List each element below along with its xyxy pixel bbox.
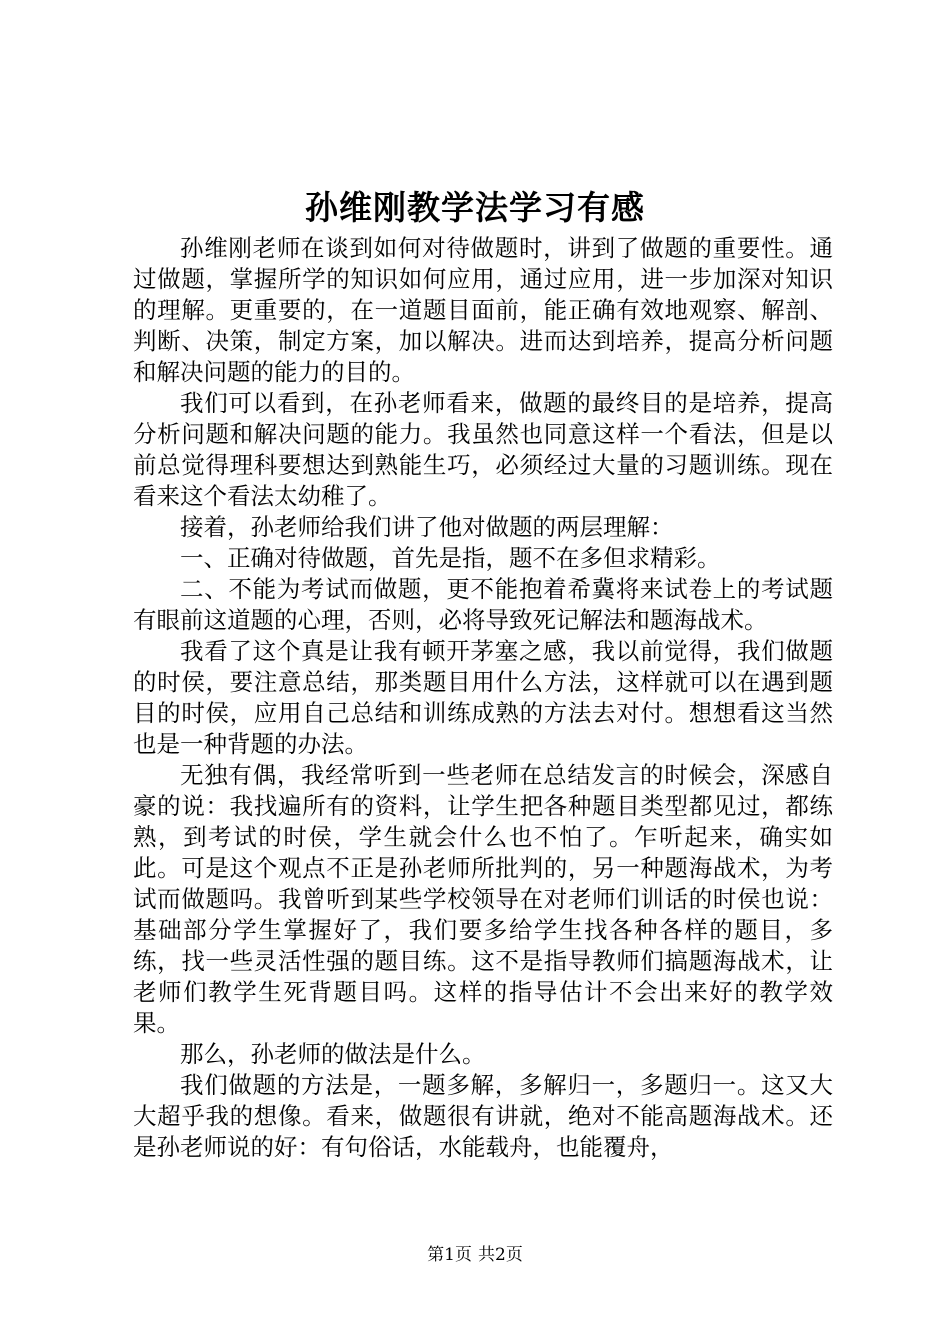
paragraph: 二、不能为考试而做题，更不能抱着希冀将来试卷上的考试题有眼前这道题的心理，否则，必将导致死记解法和题海战术。 [133,575,833,634]
paragraph: 我们做题的方法是，一题多解，多解归一，多题归一。这又大大超乎我的想像。看来，做题很有讲就，绝对不能高题海战术。还是孙老师说的好：有句俗话，水能载舟，也能覆舟， [133,1071,833,1161]
paragraph: 孙维刚老师在谈到如何对待做题时，讲到了做题的重要性。通过做题，掌握所学的知识如何应用，通过应用，进一步加深对知识的理解。更重要的，在一道题目面前，能正确有效地观察、解剖、判断、决策，制定方案，加以解决。进而达到培养，提高分析问题和解决问题的能力的目的。 [133,234,833,386]
page-total: 共2页 [478,1245,523,1265]
paragraph: 我们可以看到，在孙老师看来，做题的最终目的是培养，提高分析问题和解决问题的能力。我虽然也同意这样一个看法，但是以前总觉得理科要想达到熟能生巧，必须经过大量的习题训练。现在看来这个看法太幼稚了。 [133,389,833,510]
page-footer [0,1243,950,1267]
paragraph: 一、正确对待做题，首先是指，题不在多但求精彩。 [180,544,721,572]
document-body [133,233,833,1163]
paragraph: 我看了这个真是让我有顿开茅塞之感，我以前觉得，我们做题的时侯，要注意总结，那类题目用什么方法，这样就可以在遇到题目的时侯，应用自己总结和训练成熟的方法去对付。想想看这当然也是一种背题的办法。 [133,637,833,758]
paragraph: 接着，孙老师给我们讲了他对做题的两层理解： [180,513,674,541]
page-number: 第1页 [427,1245,472,1265]
document-title: 孙维刚教学法学习有感 [305,188,645,227]
paragraph: 那么，孙老师的做法是什么。 [180,1040,486,1068]
paragraph: 无独有偶，我经常听到一些老师在总结发言的时候会，深感自豪的说：我找遍所有的资料，让学生把各种题目类型都见过，都练熟，到考试的时侯，学生就会什么也不怕了。乍听起来，确实如此。可是这个观点不正是孙老师所批判的，另一种题海战术，为考试而做题吗。我曾听到某些学校领导在对老师们训话的时侯也说：基础部分学生掌握好了，我们要多给学生找各种各样的题目，多练，找一些灵活性强的题目练。这不是指导教师们搞题海战术，让老师们教学生死背题目吗。这样的指导估计不会出来好的教学效果。 [133,761,833,1037]
